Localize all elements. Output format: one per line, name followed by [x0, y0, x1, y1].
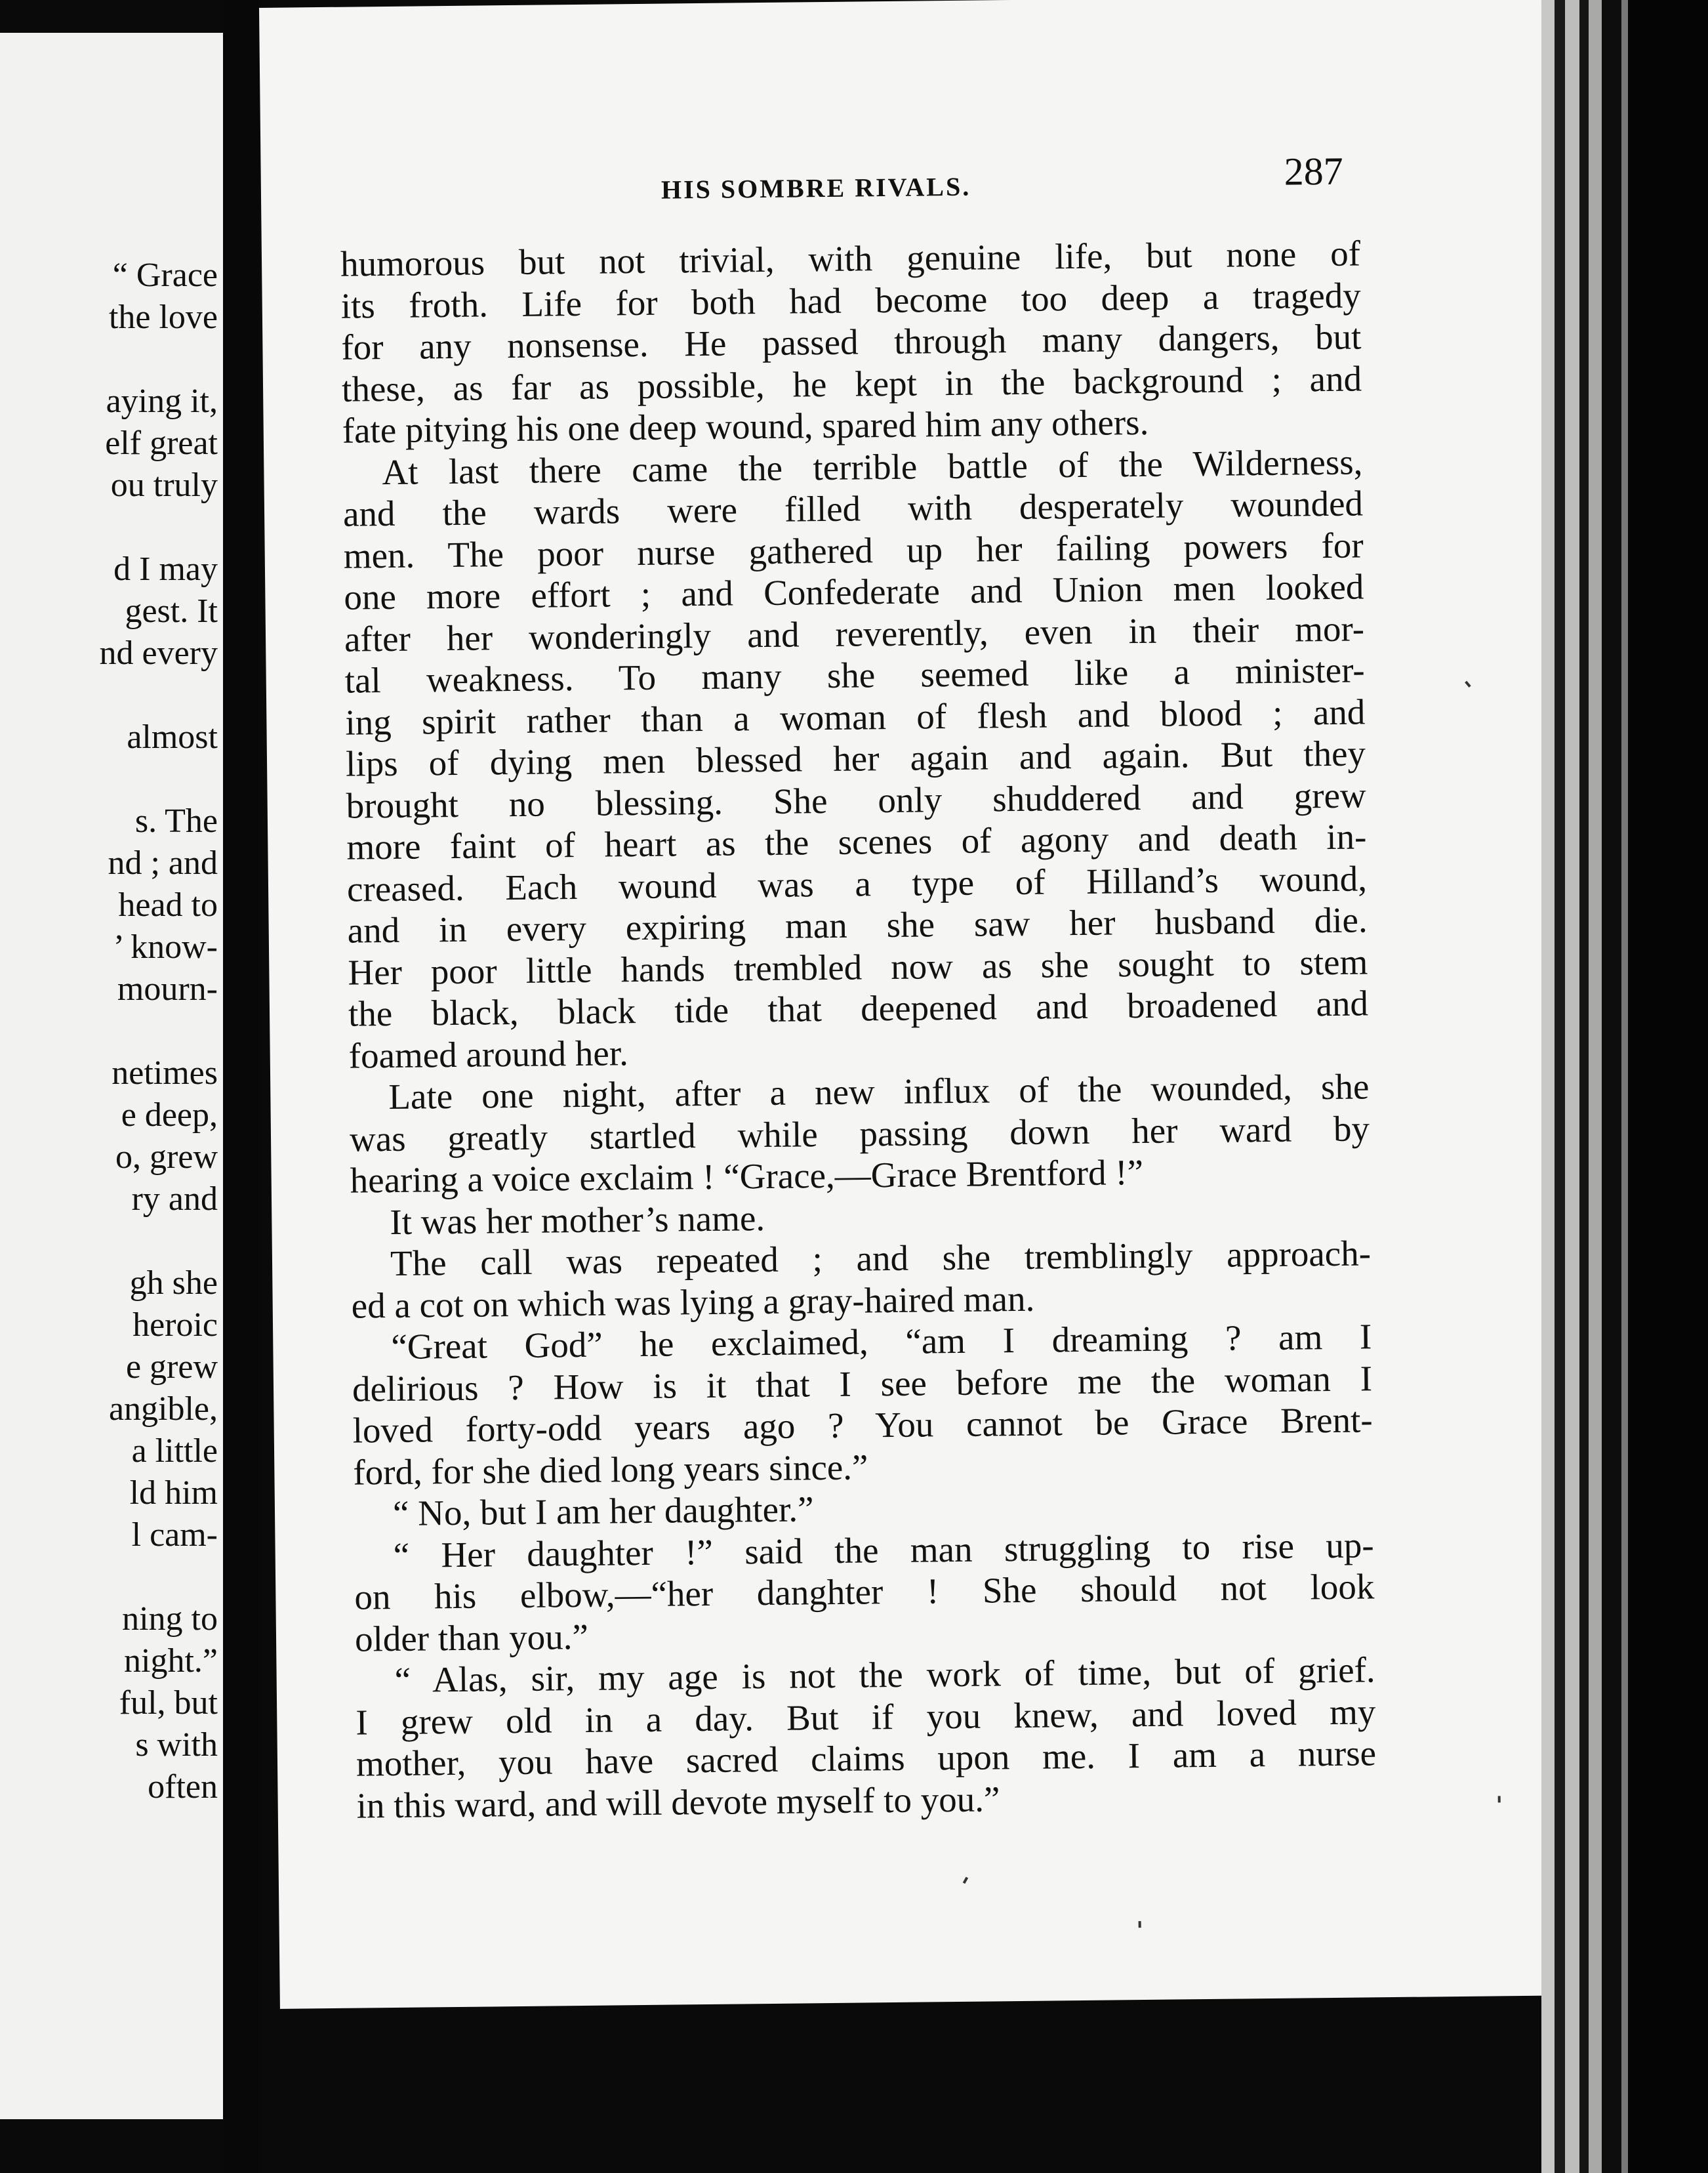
left-line: nd ; and [108, 844, 218, 882]
text-line: in this ward, and will devote myself to you.” [356, 1778, 1000, 1826]
left-line: ry and [131, 1180, 218, 1218]
left-line: ou truly [110, 466, 218, 504]
left-line: the love [108, 299, 218, 336]
left-line: often [148, 1768, 218, 1806]
facing-page-fragment [0, 33, 223, 2119]
left-line: elf great [105, 424, 218, 462]
text-line: these, as far as possible, he kept in the background ; and [341, 358, 1362, 409]
left-line: night.” [124, 1642, 218, 1680]
text-line: delirious ? How is it that I see before me the woman I [352, 1357, 1373, 1409]
text-line: creased. Each wound was a type of Hilland’s wound, [346, 858, 1368, 909]
text-line: The call was repeated ; and she tremblingly approach- [390, 1233, 1372, 1284]
text-line: one more effort ; and Confederate and Union men looked [344, 566, 1364, 617]
text-line: men. The poor nurse gathered up her failing powers for [343, 524, 1364, 576]
left-line: l cam- [131, 1516, 218, 1554]
page-edge [1565, 0, 1579, 2173]
page-edge [1579, 0, 1589, 2173]
left-line: gest. It [125, 592, 218, 630]
text-line: foamed around her. [348, 1032, 629, 1076]
text-line: “ No, but I am her daughter.” [392, 1489, 814, 1533]
left-line: netimes [112, 1054, 218, 1092]
text-line: for any nonsense. He passed through many dangers, but [341, 316, 1362, 367]
left-line: aying it, [106, 383, 218, 420]
left-line: ld him [129, 1474, 218, 1512]
left-line: e grew [125, 1348, 218, 1386]
text-line: mother, you have sacred claims upon me. I am a nurse [356, 1733, 1377, 1784]
text-line: brought no blessing. She only shuddered and grew [346, 774, 1366, 826]
text-line: It was her mother’s name. [390, 1197, 765, 1242]
page-edge [1555, 0, 1565, 2173]
page-number: 287 [1284, 149, 1344, 194]
text-line: ford, for she died long years since.” [353, 1446, 868, 1493]
text-line: its froth. Life for both had become too deep a tragedy [340, 274, 1361, 326]
text-line: was greatly startled while passing down her ward by [349, 1107, 1370, 1159]
scan-speck [1139, 1921, 1141, 1928]
left-line: nd every [99, 634, 218, 672]
left-line: ’ know- [113, 928, 218, 966]
page-body [340, 232, 1377, 1826]
running-header: HIS SOMBRE RIVALS. [661, 171, 971, 205]
left-line: ning to [122, 1600, 218, 1638]
page-edge [1602, 0, 1621, 2173]
left-line: a little [131, 1432, 218, 1470]
left-line: s. The [134, 802, 218, 840]
page-edge [1628, 0, 1708, 2173]
left-line: angible, [108, 1390, 218, 1428]
left-line: “ Grace [112, 257, 218, 294]
text-line: Her poor little hands trembled now as she sought to stem [348, 941, 1368, 993]
page-edge [1589, 0, 1602, 2173]
text-line: “ Alas, sir, my age is not the work of time, but of grief. [394, 1649, 1375, 1700]
book-gutter [223, 0, 259, 2173]
text-line: and in every expiring man she saw her husband die. [347, 900, 1368, 951]
page-edge [1621, 0, 1628, 2173]
text-line: on his elbow,—“her danghter ! She should not look [354, 1566, 1375, 1617]
left-line: s with [135, 1726, 218, 1764]
text-line: hearing a voice exclaim ! “Grace,—Grace Brentford !” [350, 1151, 1144, 1201]
left-line: ful, but [119, 1684, 218, 1722]
text-line: I grew old in a day. But if you knew, and loved my [356, 1691, 1376, 1743]
text-line: and the wards were filled with desperately wounded [342, 483, 1364, 534]
text-line: Late one night, after a new influx of the wounded, she [388, 1066, 1370, 1117]
text-line: “ Her daughter !” said the man struggling to rise up- [393, 1524, 1374, 1575]
text-line: ing spirit rather than a woman of flesh and blood ; and [345, 691, 1366, 743]
left-line: mourn- [117, 970, 218, 1008]
text-line: humorous but not trivial, with genuine life, but none of [340, 233, 1361, 284]
scan-speck [1465, 681, 1471, 688]
scan-speck [1498, 1796, 1501, 1802]
text-line: lips of dying men blessed her again and again. But they [345, 733, 1366, 784]
text-line: fate pitying his one deep wound, spared him any others. [342, 402, 1149, 451]
left-line: o, grew [115, 1138, 218, 1176]
text-line: the black, black tide that deepened and broadened and [348, 983, 1369, 1034]
left-line: head to [118, 886, 218, 924]
left-line: e deep, [121, 1096, 218, 1134]
scan-speck [963, 1877, 968, 1884]
text-line: At last there came the terrible battle of the Wilderness, [382, 441, 1363, 492]
text-line: older than you.” [354, 1616, 589, 1659]
text-line: “Great God” he exclaimed, “am I dreaming ? am I [391, 1316, 1372, 1367]
text-line: tal weakness. To many she seemed like a minister- [344, 650, 1365, 701]
book-page [259, 0, 1562, 2009]
text-line: more faint of heart as the scenes of agony and death in- [346, 816, 1367, 867]
left-line: almost [127, 718, 218, 756]
left-line: d I may [113, 550, 218, 588]
text-line: after her wonderingly and reverently, even in their mor- [344, 608, 1365, 659]
text-line: ed a cot on which was lying a gray-haired man. [351, 1278, 1035, 1326]
text-line: loved forty-odd years ago ? You cannot be Grace Brent- [352, 1399, 1373, 1451]
left-line: gh she [129, 1264, 218, 1302]
left-line: heroic [132, 1306, 218, 1344]
page-edge [1541, 0, 1555, 2173]
